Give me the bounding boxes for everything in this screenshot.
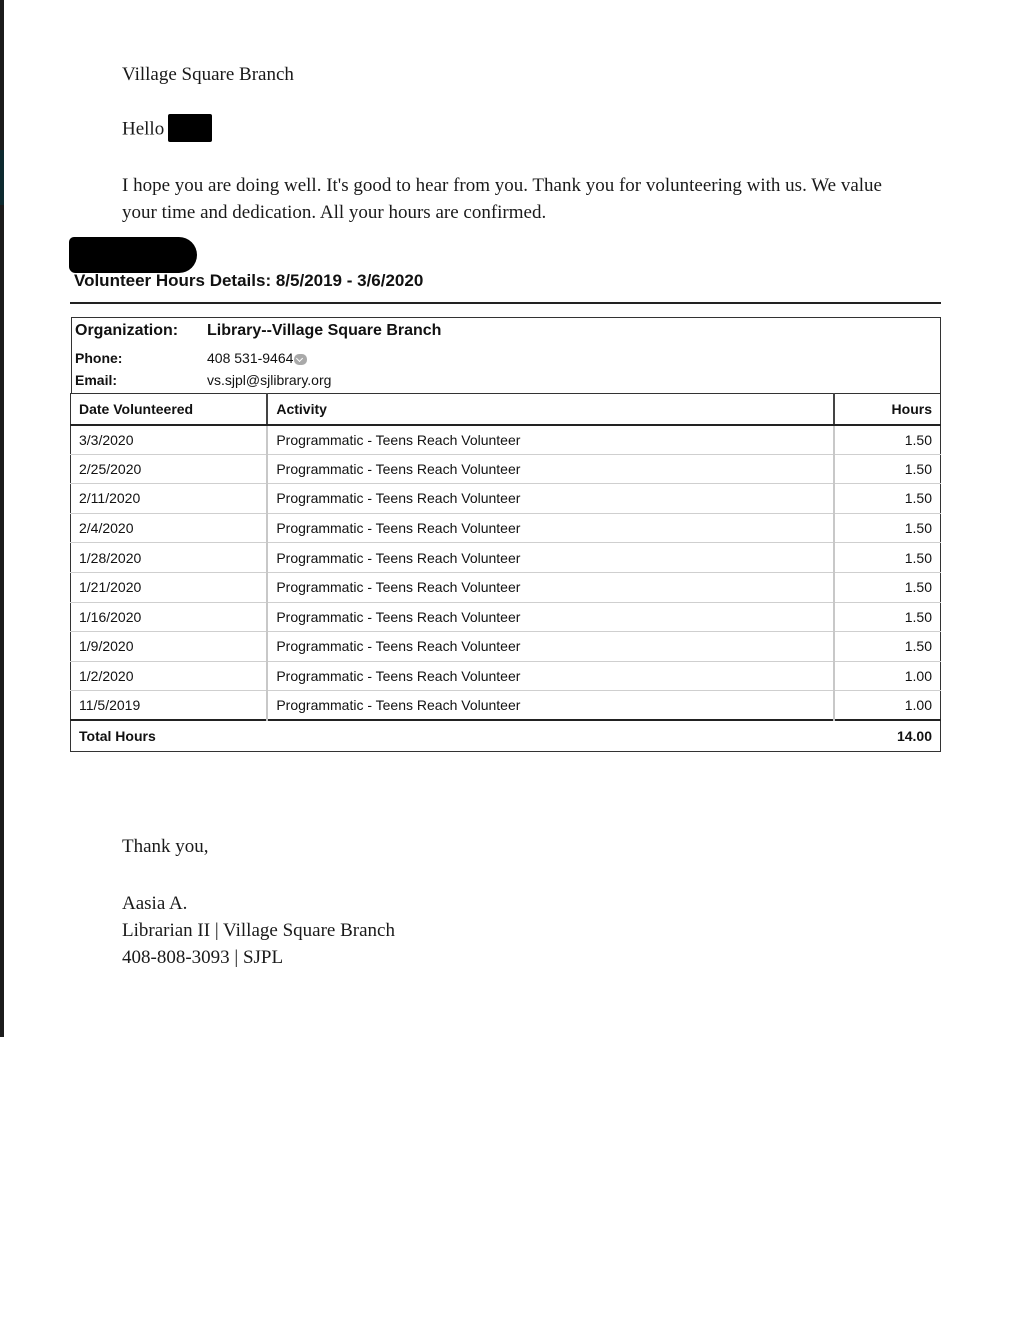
phone-value-wrap: [207, 350, 307, 366]
closing-line: Thank you,: [122, 836, 209, 857]
table-row: [71, 513, 941, 543]
row-date: 1/28/2020: [71, 543, 268, 573]
table-row: [71, 632, 941, 662]
row-activity: Programmatic - Teens Reach Volunteer: [267, 543, 833, 573]
table-row: [71, 602, 941, 632]
total-spacer: [267, 720, 833, 751]
row-activity: Programmatic - Teens Reach Volunteer: [267, 425, 833, 455]
volunteer-hours-table: [70, 393, 941, 752]
redacted-volunteer-name: [69, 237, 197, 273]
row-activity: Programmatic - Teens Reach Volunteer: [267, 572, 833, 602]
signature-title: Librarian II | Village Square Branch: [122, 920, 395, 941]
header-date: Date Volunteered: [71, 394, 268, 425]
row-hours: 1.50: [834, 484, 941, 514]
row-hours: 1.50: [834, 425, 941, 455]
signature-contact: 408-808-3093 | SJPL: [122, 947, 284, 968]
table-row: [71, 425, 941, 455]
total-label: Total Hours: [71, 720, 268, 751]
header-activity: Activity: [267, 394, 833, 425]
phone-label: Phone:: [75, 350, 123, 366]
redacted-name-mark: [168, 114, 212, 142]
details-title: Volunteer Hours Details: 8/5/2019 - 3/6/2020: [74, 271, 424, 290]
row-date: 1/16/2020: [71, 602, 268, 632]
row-hours: 1.50: [834, 632, 941, 662]
phone-value: 408 531-9464: [207, 350, 294, 366]
row-date: 1/2/2020: [71, 661, 268, 691]
row-date: 2/11/2020: [71, 484, 268, 514]
row-activity: Programmatic - Teens Reach Volunteer: [267, 661, 833, 691]
row-hours: 1.50: [834, 602, 941, 632]
row-date: 1/9/2020: [71, 632, 268, 662]
table-row: [71, 543, 941, 573]
table-header-row: [71, 394, 941, 425]
greeting-line: [122, 118, 212, 142]
total-value: 14.00: [834, 720, 941, 751]
header-hours: Hours: [834, 394, 941, 425]
row-activity: Programmatic - Teens Reach Volunteer: [267, 484, 833, 514]
organization-info-box: [71, 317, 941, 394]
row-activity: Programmatic - Teens Reach Volunteer: [267, 632, 833, 662]
letter-body: I hope you are doing well. It's good to hear from you. Thank you for volunteering with us. We value your time and dedication. All your hours are confirmed.: [122, 175, 882, 223]
organization-value: Library--Village Square Branch: [207, 322, 442, 339]
row-activity: Programmatic - Teens Reach Volunteer: [267, 454, 833, 484]
signature-name: Aasia A.: [122, 893, 188, 914]
row-date: 11/5/2019: [71, 691, 268, 721]
table-row: [71, 661, 941, 691]
row-date: 1/21/2020: [71, 572, 268, 602]
row-hours: 1.00: [834, 691, 941, 721]
table-row: [71, 572, 941, 602]
row-date: 2/25/2020: [71, 454, 268, 484]
row-hours: 1.00: [834, 661, 941, 691]
email-value: vs.sjpl@sjlibrary.org: [207, 372, 332, 388]
email-label: Email:: [75, 372, 118, 388]
row-activity: Programmatic - Teens Reach Volunteer: [267, 602, 833, 632]
title-divider: [70, 302, 941, 304]
row-date: 3/3/2020: [71, 425, 268, 455]
total-row: [71, 720, 941, 751]
organization-label: Organization:: [75, 322, 179, 339]
row-activity: Programmatic - Teens Reach Volunteer: [267, 691, 833, 721]
chevron-down-icon: [294, 354, 307, 365]
row-hours: 1.50: [834, 572, 941, 602]
table-row: [71, 691, 941, 721]
branch-name: Village Square Branch: [122, 64, 294, 85]
greeting-text: Hello: [122, 118, 165, 140]
table-row: [71, 484, 941, 514]
signature-block: [122, 890, 395, 971]
table-row: [71, 454, 941, 484]
row-date: 2/4/2020: [71, 513, 268, 543]
row-hours: 1.50: [834, 454, 941, 484]
row-hours: 1.50: [834, 543, 941, 573]
row-activity: Programmatic - Teens Reach Volunteer: [267, 513, 833, 543]
row-hours: 1.50: [834, 513, 941, 543]
scan-left-edge-accent: [0, 150, 4, 205]
